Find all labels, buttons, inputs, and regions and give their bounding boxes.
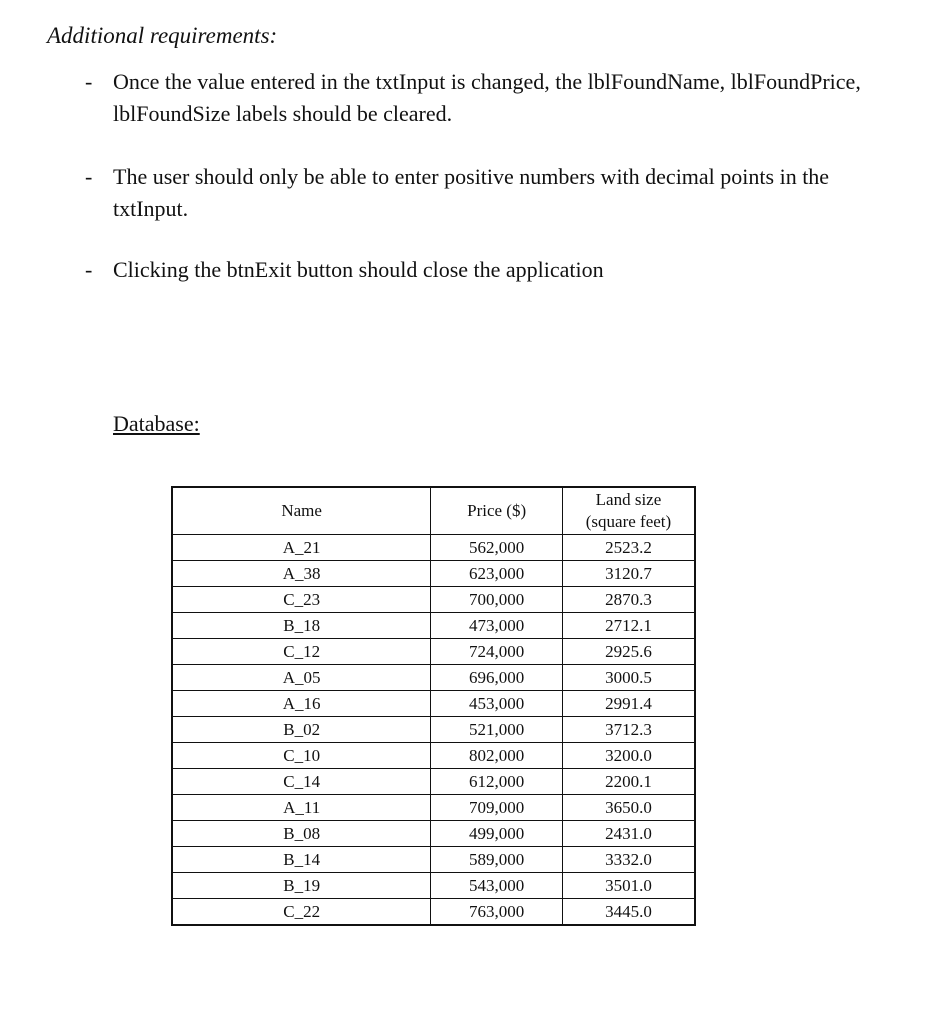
bullet-dash: -: [85, 257, 93, 282]
table-row: [172, 743, 695, 769]
cell-price: 453,000: [431, 691, 563, 717]
cell-price: 473,000: [431, 613, 563, 639]
cell-name: C_23: [172, 587, 431, 613]
cell-land-size: 2523.2: [562, 535, 695, 561]
table-row: [172, 613, 695, 639]
cell-name: C_22: [172, 899, 431, 926]
table-row: [172, 795, 695, 821]
table-row: [172, 665, 695, 691]
table-row: [172, 561, 695, 587]
cell-name: C_10: [172, 743, 431, 769]
header-land-size-line2: (square feet): [585, 512, 672, 531]
cell-name: B_02: [172, 717, 431, 743]
cell-land-size: 2925.6: [562, 639, 695, 665]
header-land-size-line1: Land size: [595, 490, 662, 509]
cell-land-size: 3332.0: [562, 847, 695, 873]
cell-price: 709,000: [431, 795, 563, 821]
cell-land-size: 2200.1: [562, 769, 695, 795]
section-heading: Additional requirements:: [47, 23, 278, 48]
table-row: [172, 899, 695, 926]
cell-price: 589,000: [431, 847, 563, 873]
cell-name: B_19: [172, 873, 431, 899]
header-price: Price ($): [431, 487, 563, 535]
cell-land-size: 2991.4: [562, 691, 695, 717]
cell-land-size: 2712.1: [562, 613, 695, 639]
cell-name: C_14: [172, 769, 431, 795]
bullet-dash: -: [85, 164, 93, 189]
cell-name: A_21: [172, 535, 431, 561]
cell-name: B_18: [172, 613, 431, 639]
table-row: [172, 587, 695, 613]
cell-land-size: 3501.0: [562, 873, 695, 899]
cell-land-size: 3000.5: [562, 665, 695, 691]
cell-price: 521,000: [431, 717, 563, 743]
table-row: [172, 769, 695, 795]
cell-land-size: 3445.0: [562, 899, 695, 926]
cell-land-size: 3650.0: [562, 795, 695, 821]
header-name: Name: [172, 487, 431, 535]
cell-price: 763,000: [431, 899, 563, 926]
database-table: [171, 486, 696, 926]
cell-name: A_16: [172, 691, 431, 717]
cell-name: A_05: [172, 665, 431, 691]
table-row: [172, 639, 695, 665]
table-row: [172, 873, 695, 899]
requirement-text: Once the value entered in the txtInput is changed, the lblFoundName, lblFoundPrice, lblFoundSize labels should be cleared.: [113, 69, 861, 126]
cell-price: 499,000: [431, 821, 563, 847]
table-row: [172, 847, 695, 873]
table-row: [172, 535, 695, 561]
cell-name: B_14: [172, 847, 431, 873]
cell-name: C_12: [172, 639, 431, 665]
cell-price: 623,000: [431, 561, 563, 587]
cell-price: 802,000: [431, 743, 563, 769]
cell-land-size: 3712.3: [562, 717, 695, 743]
cell-price: 562,000: [431, 535, 563, 561]
cell-price: 612,000: [431, 769, 563, 795]
table-row: [172, 717, 695, 743]
table-row: [172, 821, 695, 847]
cell-price: 724,000: [431, 639, 563, 665]
cell-land-size: 3120.7: [562, 561, 695, 587]
table-row: [172, 691, 695, 717]
header-land-size: [562, 487, 695, 535]
cell-price: 543,000: [431, 873, 563, 899]
cell-name: B_08: [172, 821, 431, 847]
cell-land-size: 3200.0: [562, 743, 695, 769]
cell-name: A_11: [172, 795, 431, 821]
database-label: Database:: [113, 411, 200, 436]
cell-name: A_38: [172, 561, 431, 587]
cell-land-size: 2870.3: [562, 587, 695, 613]
bullet-dash: -: [85, 69, 93, 94]
requirement-text: The user should only be able to enter positive numbers with decimal points in the txtInput.: [113, 164, 830, 221]
requirement-text: Clicking the btnExit button should close the application: [113, 257, 604, 282]
cell-price: 696,000: [431, 665, 563, 691]
table-header-row: [172, 487, 695, 535]
cell-price: 700,000: [431, 587, 563, 613]
cell-land-size: 2431.0: [562, 821, 695, 847]
